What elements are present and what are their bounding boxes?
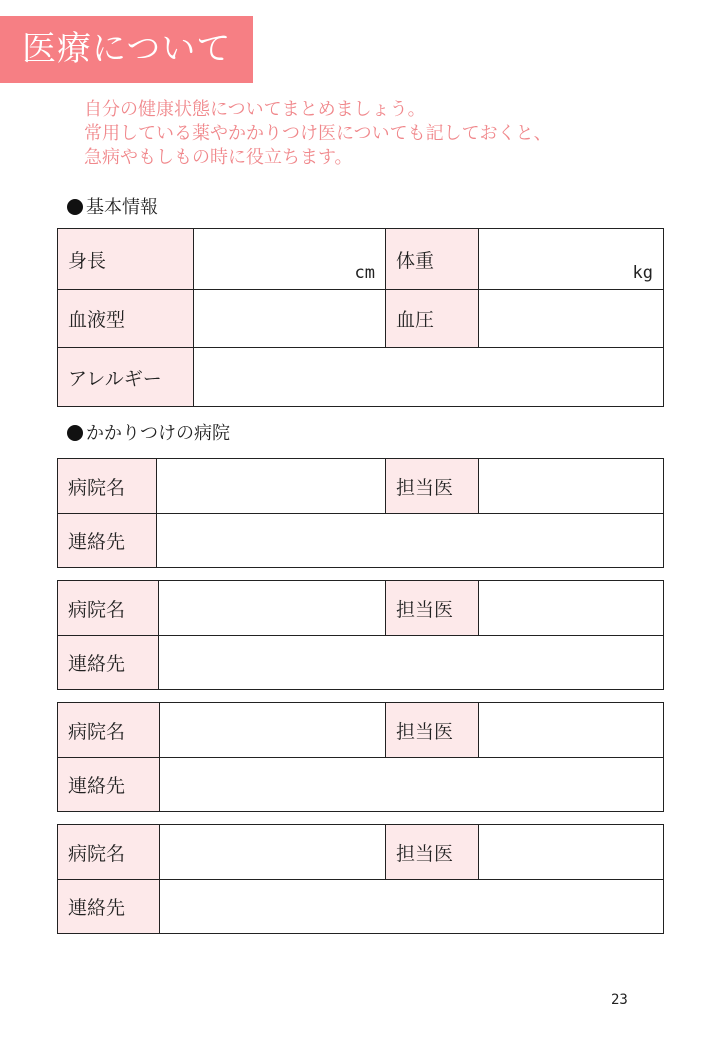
bullet-icon [67,425,83,441]
bullet-icon [67,199,83,215]
hospitals-heading [67,422,230,446]
contact-field[interactable] [160,880,664,934]
intro-line: 常用している薬やかかりつけ医についても記しておくと、 [84,123,552,144]
weight-label: 体重 [386,229,479,290]
page-number: 23 [611,992,628,1008]
blood-type-field[interactable] [194,290,386,348]
height-field[interactable] [194,229,386,290]
doctor-label: 担当医 [386,459,479,514]
page-title: 医療について [0,16,253,83]
allergy-field[interactable] [194,348,664,407]
weight-field[interactable] [479,229,664,290]
contact-field[interactable] [159,636,664,690]
doctor-label: 担当医 [386,703,479,758]
contact-label: 連絡先 [58,758,160,812]
basic-info-heading [67,196,158,220]
hospital-name-label: 病院名 [58,459,157,514]
contact-label: 連絡先 [58,880,160,934]
hospital-table-2 [57,580,664,690]
doctor-field[interactable] [479,703,664,758]
contact-label: 連絡先 [58,636,159,690]
blood-pressure-label: 血圧 [386,290,479,348]
height-label: 身長 [58,229,194,290]
doctor-field[interactable] [479,581,664,636]
hospital-name-label: 病院名 [58,581,159,636]
blood-type-label: 血液型 [58,290,194,348]
hospitals-heading-text: かかりつけの病院 [86,423,230,444]
contact-field[interactable] [160,758,664,812]
contact-field[interactable] [157,514,664,568]
intro-text [84,98,684,170]
doctor-field[interactable] [479,459,664,514]
allergy-label: アレルギー [58,348,194,407]
hospital-name-field[interactable] [160,703,386,758]
basic-info-heading-text: 基本情報 [86,197,158,218]
doctor-label: 担当医 [386,825,479,880]
hospital-table-3 [57,702,664,812]
hospital-name-field[interactable] [157,459,386,514]
weight-unit: kg [632,263,653,283]
blood-pressure-field[interactable] [479,290,664,348]
intro-line: 自分の健康状態についてまとめましょう。 [84,99,426,120]
contact-label: 連絡先 [58,514,157,568]
basic-info-table [57,228,664,407]
height-unit: cm [354,263,375,283]
hospital-name-label: 病院名 [58,825,160,880]
doctor-label: 担当医 [386,581,479,636]
hospital-name-field[interactable] [160,825,386,880]
hospital-table-4 [57,824,664,934]
intro-line: 急病やもしもの時に役立ちます。 [84,147,353,168]
hospital-name-label: 病院名 [58,703,160,758]
doctor-field[interactable] [479,825,664,880]
hospital-table-1 [57,458,664,568]
hospital-name-field[interactable] [159,581,386,636]
